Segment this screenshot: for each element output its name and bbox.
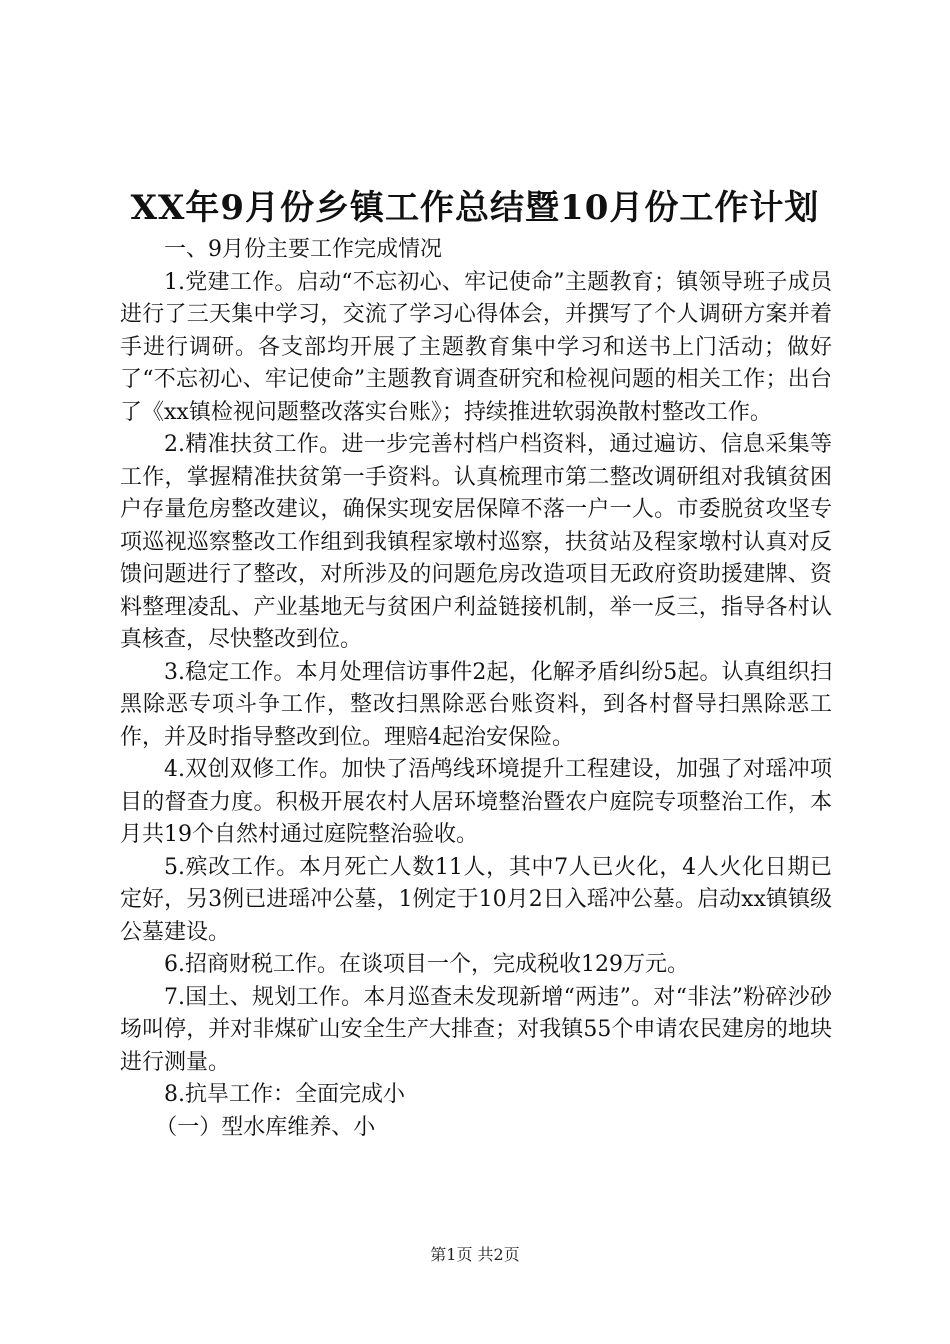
paragraph-poverty-alleviation: 2.精准扶贫工作。进一步完善村档户档资料，通过遍访、信息采集等工作，掌握精准扶贫第一手资料。认真梳理市第二整改调研组对我镇贫困户存量危房整改建议，确保实现安居保障不落一户一人。市委脱贫攻坚专项巡视巡察整改工作组到我镇程家墩村巡察，扶贫站及程家墩村认真对反馈问题进行了整改，对所涉及的问题危房改造项目无政府资助援建牌、资料整理凌乱、产业基地无与贫困户利益链接机制，举一反三，指导各村认真核查，尽快整改到位。 [120, 432, 832, 652]
paragraph-funeral-reform: 5.殡改工作。本月死亡人数11人，其中7人已火化，4人火化日期已定好，另3例已进瑶冲公墓，1例定于10月2日入瑶冲公墓。启动xx镇镇级公墓建设。 [120, 854, 832, 945]
section-heading: 一、9月份主要工作完成情况 [164, 237, 442, 262]
paragraph-drought-relief: 8.抗旱工作：全面完成小 [164, 1082, 405, 1107]
sub-line: （一）型水库维养、小 [155, 1114, 376, 1140]
paragraph-environment: 4.双创双修工作。加快了浯鸬线环境提升工程建设，加强了对瑶冲项目的督查力度。积极开展农村人居环境整治暨农户庭院专项整治工作，本月共19个自然村通过庭院整治验收。 [120, 757, 832, 847]
page-footer: 第1页 共2页 [430, 1245, 520, 1264]
paragraph-land-planning: 7.国土、规划工作。本月巡查未发现新增“两违”。对“非法”粉碎沙砂场叫停，并对非煤矿山安全生产大排查；对我镇55个申请农民建房的地块进行测量。 [120, 984, 832, 1075]
paragraph-investment-tax: 6.招商财税工作。在谈项目一个，完成税收129万元。 [164, 952, 689, 977]
document-title: XX年9月份乡镇工作总结暨10月份工作计划 [130, 188, 820, 228]
paragraph-party-building: 1.党建工作。启动“不忘初心、牢记使命”主题教育；镇领导班子成员进行了三天集中学习，交流了学习心得体会，并撰写了个人调研方案并着手进行调研。各支部均开展了主题教育集中学习和送书上门活动；做好了“不忘初心、牢记使命”主题教育调查研究和检视问题的相关工作；出台了《xx镇检视问题整改落实台账》；持续推进软弱涣散村整改工作。 [120, 269, 832, 425]
document-body [120, 234, 832, 1144]
paragraph-stability: 3.稳定工作。本月处理信访事件2起，化解矛盾纠纷5起。认真组织扫黑除恶专项斗争工作，整改扫黑除恶台账资料，到各村督导扫黑除恶工作，并及时指导整改到位。理赔4起治安保险。 [120, 659, 832, 750]
